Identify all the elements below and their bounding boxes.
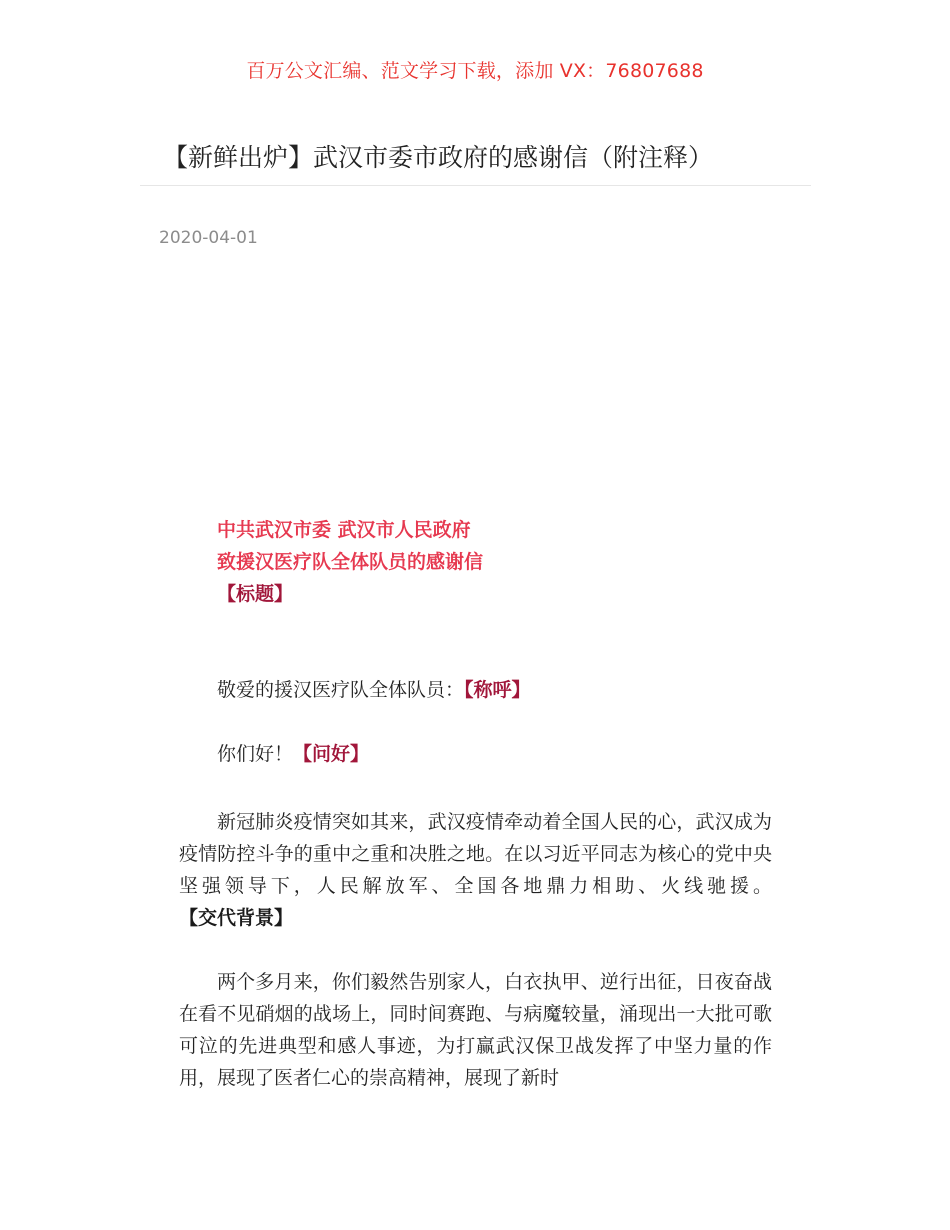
letter-heading-tag: 【标题】	[217, 583, 294, 605]
paragraph-background-text: 新冠肺炎疫情突如其来，武汉疫情牵动着全国人民的心，武汉成为疫情防控斗争的重中之重和决胜之地。在以习近平同志为核心的党中央坚强领导下，人民解放军、全国各地鼎力相助、火线驰援。	[179, 811, 772, 897]
publish-date: 2020-04-01	[159, 228, 258, 248]
letter-heading	[217, 514, 483, 610]
greeting-tag: 【问好】	[293, 743, 370, 765]
promo-banner: 百万公文汇编、范文学习下载，添加 VX：76807688	[246, 60, 704, 82]
salutation-text: 敬爱的援汉医疗队全体队员：	[217, 679, 465, 701]
letter-heading-line-1: 中共武汉市委 武汉市人民政府	[217, 519, 471, 541]
paragraph-background	[179, 806, 772, 934]
paragraph-efforts-text: 两个多月来，你们毅然告别家人，白衣执甲、逆行出征，日夜奋战在看不见硝烟的战场上，同时间赛跑、与病魔较量，涌现出一大批可歌可泣的先进典型和感人事迹，为打赢武汉保卫战发挥了中坚力量的作用，展现了医者仁心的崇高精神，展现了新时	[179, 971, 772, 1089]
paragraph-efforts	[179, 966, 772, 1094]
salutation	[179, 674, 772, 706]
greeting-text: 你们好！	[217, 743, 294, 765]
paragraph-background-tag: 【交代背景】	[179, 907, 294, 929]
greeting	[179, 738, 772, 770]
salutation-tag: 【称呼】	[464, 679, 531, 701]
title-divider	[140, 185, 811, 186]
letter-heading-line-2: 致援汉医疗队全体队员的感谢信	[217, 551, 484, 573]
article-title: 【新鲜出炉】武汉市委市政府的感谢信（附注释）	[163, 143, 714, 172]
